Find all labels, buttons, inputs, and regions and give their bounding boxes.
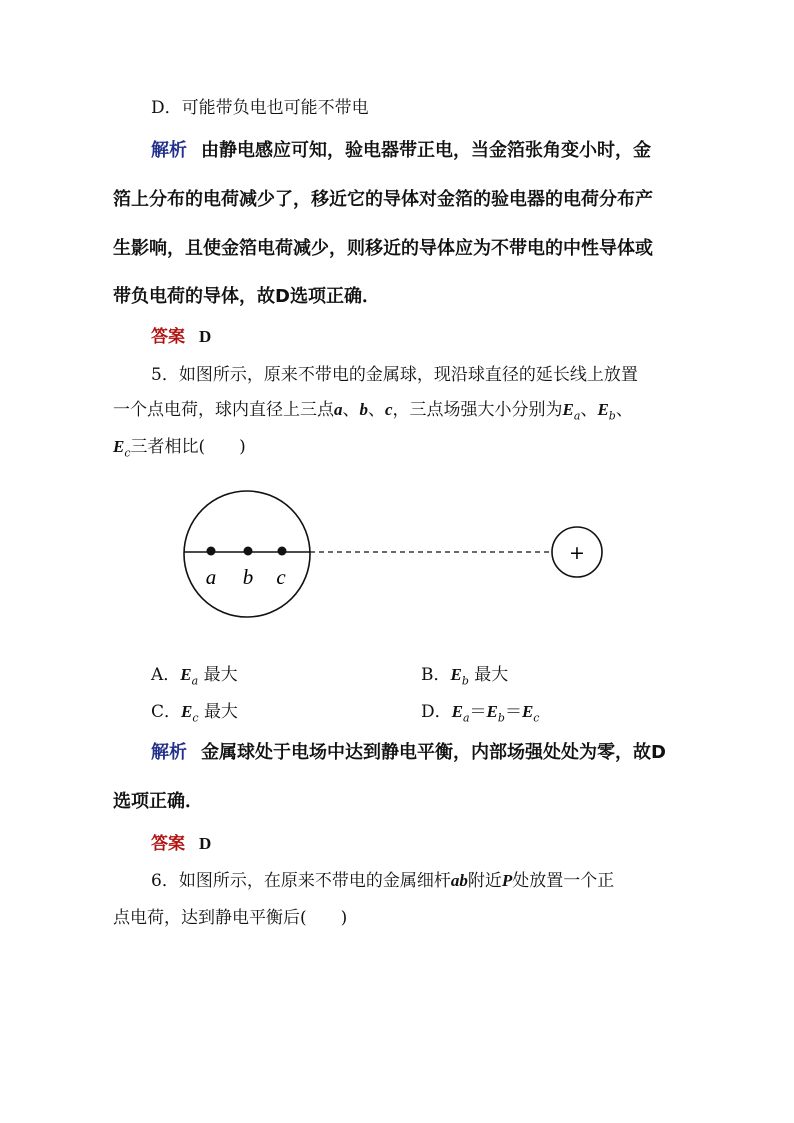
sub-c: c: [192, 711, 199, 725]
sub-c: c: [533, 711, 540, 725]
analysis-tag: 解析: [151, 140, 187, 161]
point-b: b: [359, 400, 368, 419]
symbol-E: E: [597, 400, 609, 419]
sub-a: a: [573, 409, 581, 423]
point-c: c: [385, 400, 393, 419]
point-a: a: [334, 400, 343, 419]
sub-a: a: [462, 711, 470, 725]
q6-stem-text: 6．如图所示，在原来不带电的金属细杆: [151, 871, 451, 891]
equals: ＝: [469, 702, 487, 722]
analysis-text: 金属球处于电场中达到静电平衡，内部场强处处为零，故D: [201, 742, 666, 763]
sep: 、: [615, 400, 633, 420]
answer-tag: 答案: [151, 327, 185, 347]
q5-stem-text: 三者相比( ): [130, 437, 246, 457]
q6-stem-line1: [151, 869, 683, 893]
answer-value: D: [199, 834, 212, 853]
label-c: c: [276, 565, 286, 589]
analysis-text: 由静电感应可知，验电器带正电，当金箔张角变小时，金: [201, 140, 651, 161]
option-text: 最大: [474, 665, 509, 685]
analysis-q5-line2: 选项正确．: [113, 791, 203, 812]
charge-sign: +: [569, 542, 585, 564]
analysis-q4-line2: 箔上分布的电荷减少了，移近它的导体对金箔的验电器的电荷分布产: [113, 189, 653, 210]
sep: 、: [368, 400, 385, 420]
option-d: [421, 700, 539, 730]
option-label: D．: [421, 702, 452, 722]
sub-b: b: [608, 409, 616, 423]
option-label: A．: [151, 665, 181, 685]
symbol-E: E: [181, 702, 193, 721]
sep: 、: [580, 400, 598, 420]
symbol-E: E: [450, 665, 462, 684]
symbol-E: E: [180, 665, 192, 684]
analysis-q4-line3: 生影响，且使金箔电荷减少，则移近的导体应为不带电的中性导体或: [113, 238, 653, 259]
analysis-q5-line1: [151, 741, 683, 765]
option-label: C．: [151, 702, 182, 722]
option-text: 最大: [203, 665, 238, 685]
q5-stem-text: ，三点场强大小分别为: [392, 400, 563, 420]
answer-value: D: [199, 327, 212, 346]
analysis-q4-line4: 带负电荷的导体，故D选项正确．: [113, 286, 380, 307]
q6-stem-text: 处放置一个正: [512, 871, 615, 891]
dot-a: [207, 547, 216, 556]
symbol-E: E: [113, 437, 125, 456]
equals: ＝: [504, 702, 522, 722]
symbol-E: E: [486, 702, 498, 721]
option-b: [421, 663, 508, 693]
option-label: B．: [421, 665, 451, 685]
symbol-E: E: [451, 702, 463, 721]
sub-a: a: [191, 674, 199, 688]
q5-stem-line1: 5．如图所示，原来不带电的金属球，现沿球直径的延长线上放置: [151, 365, 638, 385]
sub-b: b: [461, 674, 469, 688]
dot-b: [244, 547, 253, 556]
dot-c: [278, 547, 287, 556]
sub-c: c: [124, 446, 131, 460]
label-b: b: [242, 565, 254, 589]
option-d-q4-text: D．可能带负电也可能不带电: [151, 98, 369, 118]
option-text: 最大: [203, 702, 238, 722]
analysis-tag: 解析: [151, 742, 187, 763]
q6-stem-text: 附近: [467, 871, 502, 891]
point-P: P: [501, 871, 513, 890]
answer-q5: [151, 832, 683, 856]
symbol-E: E: [521, 702, 534, 721]
q5-stem-text: 一个点电荷，球内直径上三点: [113, 400, 334, 420]
option-a: [151, 663, 238, 693]
symbol-E: E: [562, 400, 574, 419]
sub-b: b: [497, 711, 505, 725]
answer-tag: 答案: [151, 834, 185, 854]
rod-ab: ab: [450, 871, 468, 890]
q6-stem-line2: 点电荷，达到静电平衡后( ): [113, 908, 348, 928]
option-c: [151, 700, 238, 730]
label-a: a: [205, 565, 217, 589]
sep: 、: [342, 400, 360, 420]
